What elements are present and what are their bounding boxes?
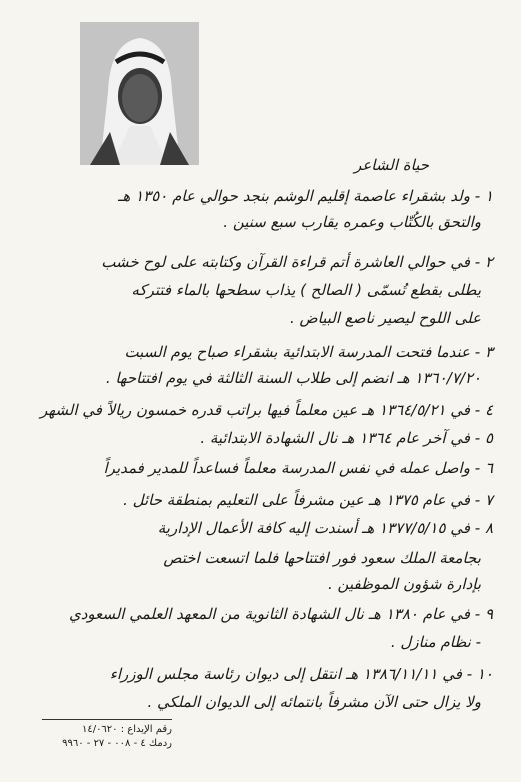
- item-text: في آخر عام ١٣٦٤ هـ نال الشهادة الابتدائية .: [200, 429, 470, 447]
- item-text: في عام ١٣٧٥ هـ عين مشرفاً على التعليم بمنطقة حائل .: [123, 491, 470, 509]
- portrait-illustration: [80, 22, 199, 165]
- deposit-info: [42, 719, 172, 751]
- item-text-continued: ولا يزال حتى الآن مشرفاً بانتمائه إلى الديوان الملكي .: [147, 693, 481, 711]
- item-text: في ١٣٧٧/٥/١٥ هـ أسندت إليه كافة الأعمال الإدارية: [157, 519, 470, 537]
- list-item: [118, 186, 493, 206]
- item-text: عندما فتحت المدرسة الابتدائية بشقراء صباح يوم السبت: [124, 343, 470, 361]
- item-number: ١ -: [474, 187, 493, 205]
- list-item: [158, 518, 493, 538]
- item-number: ٢ -: [474, 253, 493, 271]
- item-text-continued: يطلى بقطع تُسمّى ( الصالح ) يذاب سطحها بالماء فتتركه: [131, 281, 481, 299]
- item-number: ٦ -: [474, 459, 493, 477]
- item-text-continued: على اللوح ليصير ناصع البياض .: [289, 309, 481, 327]
- list-item: [124, 342, 493, 362]
- item-number: ٥ -: [474, 429, 493, 447]
- deposit-number: رقم الإيداع : ١٤/٠٦٢٠: [81, 724, 172, 735]
- item-text: في ١٣٦٤/٥/٢١ هـ عين معلماً فيها براتب قدره خمسون ريالاً في الشهر: [40, 401, 470, 419]
- section-heading: حياة الشاعر: [354, 156, 429, 174]
- item-number: ٤ -: [474, 401, 493, 419]
- item-text: في عام ١٣٨٠ هـ نال الشهادة الثانوية من المعهد العلمي السعودي: [68, 605, 470, 623]
- item-text: في ١٣٨٦/١١/١١ هـ انتقل إلى ديوان رئاسة مجلس الوزراء: [109, 665, 462, 683]
- item-number: ١٠ -: [466, 665, 493, 683]
- list-item: [200, 428, 493, 448]
- item-text: واصل عمله في نفس المدرسة معلماً فساعداً للمدير فمديراً: [103, 459, 470, 477]
- item-text-continued: والتحق بالكُتّاب وعمره يقارب سبع سنين .: [223, 213, 481, 231]
- poet-portrait: [80, 22, 199, 165]
- list-item: [101, 252, 493, 272]
- item-number: ٣ -: [474, 343, 493, 361]
- item-text-continued: ١٣٦٠/٧/٢٠ هـ انضم إلى طلاب السنة الثالثة في يوم افتتاحها .: [105, 369, 481, 387]
- list-item: [69, 604, 493, 624]
- list-item: [123, 490, 493, 510]
- item-text: ولد بشقراء عاصمة إقليم الوشم بنجد حوالي عام ١٣٥٠ هـ: [118, 187, 470, 205]
- item-number: ٩ -: [474, 605, 493, 623]
- list-item: [110, 664, 493, 684]
- list-item: [40, 400, 493, 420]
- item-number: ٨ -: [474, 519, 493, 537]
- item-text: في حوالي العاشرة أتم قراءة القرآن وكتابته على لوح خشب: [101, 253, 470, 271]
- item-number: ٧ -: [474, 491, 493, 509]
- isbn: ردمك ٤ - ٠٠٨ - ٢٧ - ٩٩٦٠: [62, 738, 172, 749]
- item-text-continued: - نظام منازل .: [390, 633, 481, 651]
- list-item: [104, 458, 493, 478]
- item-text-continued: بإدارة شؤون الموظفين .: [328, 575, 481, 593]
- item-text-continued: بجامعة الملك سعود فور افتتاحها فلما اتسعت اختص: [163, 549, 481, 567]
